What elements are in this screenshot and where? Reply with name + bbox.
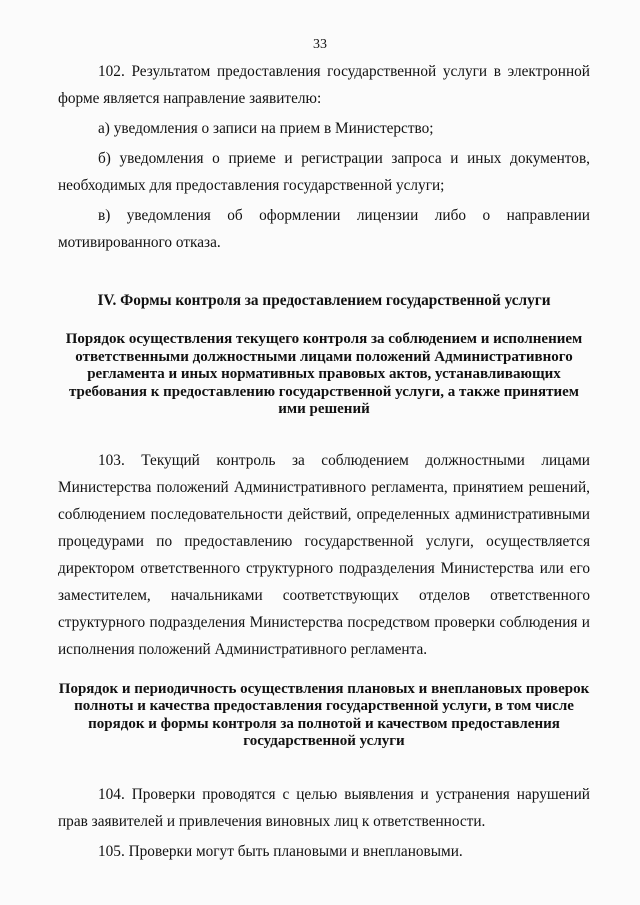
list-item-b: б) уведомления о приеме и регистрации запроса и иных документов, необходимых для предоставления государственной услуги; [58, 150, 590, 194]
paragraph-105: 105. Проверки могут быть плановыми и внеплановыми. [98, 842, 463, 860]
page-number: 33 [313, 37, 327, 52]
paragraph-103: 103. Текущий контроль за соблюдением должностными лицами Министерства положений Административного регламента, принятием решений, соблюдением последовательности действий, определенных административными процедурами по предоставлению государственной услуги, осуществляется директором ответственного структурного подразделения Министерства или его заместителем, начальниками соответствующих отделов ответственного структурного подразделения Министерства посредством проверки соблюдения и исполнения положений Административного регламента. [58, 451, 590, 658]
section-title: IV. Формы контроля за предоставлением государственной услуги [97, 292, 551, 309]
list-item-a: а) уведомления о записи на прием в Министерство; [98, 120, 434, 137]
subsection-title-current-control: Порядок осуществления текущего контроля за соблюдением и исполнением ответственными должностными лицами положений Административного регламента и иных нормативных правовых актов, устанавливающих требования к предоставлению государственной услуги, а также принятием ими решений [65, 331, 583, 417]
paragraph-104: 104. Проверки проводятся с целью выявления и устранения нарушений прав заявителей и привлечения виновных лиц к ответственности. [58, 785, 590, 830]
page-content [58, 58, 590, 865]
paragraph-102: 102. Результатом предоставления государственной услуги в электронной форме является направление заявителю: [58, 63, 590, 107]
subsection-title-inspections: Порядок и периодичность осуществления плановых и внеплановых проверок полноты и качества предоставления государственной услуги, в том числе порядок и формы контроля за полнотой и качеством предоставления государственной услуги [58, 680, 590, 749]
list-item-c: в) уведомления об оформлении лицензии либо о направлении мотивированного отказа. [58, 207, 590, 251]
